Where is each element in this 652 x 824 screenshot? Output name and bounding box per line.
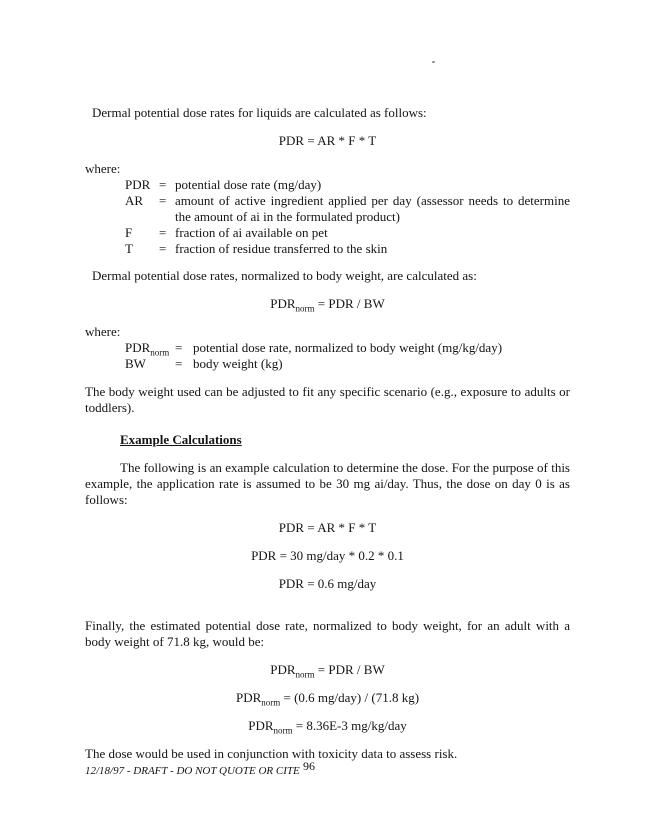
where-label-1: where: xyxy=(85,161,121,176)
formula-subscript: norm xyxy=(295,669,315,680)
example-formula-1: PDR = AR * F * T xyxy=(278,520,377,535)
definition-list-1 xyxy=(125,177,570,257)
intro-normalized-paragraph: Dermal potential dose rates, normalized to body weight, are calculated as: xyxy=(92,268,477,283)
formula-pdr: PDR = AR * F * T xyxy=(278,133,377,148)
definition-symbol: PDR xyxy=(125,177,151,192)
definition-symbol: $PDR_{norm}$ xyxy=(125,340,170,358)
equals-sign: = xyxy=(159,177,167,192)
definition-row xyxy=(125,193,570,225)
definition-row xyxy=(125,225,570,241)
definition-text: body weight (kg) xyxy=(193,356,283,371)
formula-rest: = (0.6 mg/day) / (71.8 kg) xyxy=(280,690,420,705)
final-formula-2 xyxy=(85,690,570,706)
definition-text: potential dose rate (mg/day) xyxy=(175,177,322,192)
definition-symbol: AR xyxy=(125,193,144,208)
intro-liquids-paragraph: Dermal potential dose rates for liquids are calculated as follows: xyxy=(92,105,427,120)
definition-symbol: T xyxy=(125,241,133,256)
example-formula-3: PDR = 0.6 mg/day xyxy=(278,576,377,591)
definition-row xyxy=(125,340,570,356)
body-weight-paragraph: The body weight used can be adjusted to fit any specific scenario (e.g., exposure to adults or toddlers). xyxy=(85,384,570,415)
formula-subscript: norm xyxy=(273,725,293,736)
final-formula-3 xyxy=(85,718,570,734)
definition-row xyxy=(125,356,570,372)
closing-paragraph: The dose would be used in conjunction with toxicity data to assess risk. xyxy=(85,746,458,761)
definition-row xyxy=(125,241,570,257)
example-calculations-heading: Example Calculations xyxy=(120,432,242,447)
equals-sign: = xyxy=(159,193,167,208)
equals-sign: = xyxy=(159,225,167,240)
example-formula-2: PDR = 30 mg/day * 0.2 * 0.1 xyxy=(251,548,404,563)
formula-base: PDR xyxy=(248,718,274,733)
formula-subscript: norm xyxy=(261,697,281,708)
example-intro-paragraph: The following is an example calculation to determine the dose. For the purpose of this example, the application rate is assumed to be 30 mg ai/day. Thus, the dose on day 0 is as follows: xyxy=(85,460,570,507)
page-footer xyxy=(85,759,570,779)
equals-sign: = xyxy=(175,340,183,355)
formula-rest: = PDR / BW xyxy=(314,662,385,677)
definition-symbol: F xyxy=(125,225,133,240)
definition-list-2 xyxy=(125,340,570,372)
definition-text: fraction of residue transferred to the skin xyxy=(175,241,388,256)
definition-text: fraction of ai available on pet xyxy=(175,225,328,240)
formula-rest: = PDR / BW xyxy=(314,296,385,311)
finally-paragraph: Finally, the estimated potential dose rate, normalized to body weight, for an adult with a body weight of 71.8 kg, would be: xyxy=(85,618,570,649)
where-label-2: where: xyxy=(85,324,121,339)
definition-row xyxy=(125,177,570,193)
scan-speck xyxy=(432,61,435,63)
formula-rest: = 8.36E-3 mg/kg/day xyxy=(292,718,407,733)
definition-symbol: BW xyxy=(125,356,146,371)
equals-sign: = xyxy=(159,241,167,256)
formula-pdr-norm xyxy=(85,296,570,312)
definition-text: potential dose rate, normalized to body weight (mg/kg/day) xyxy=(193,340,503,355)
formula-base: PDR xyxy=(270,662,296,677)
page-number: 96 xyxy=(303,759,315,773)
symbol-subscript: norm xyxy=(150,347,170,358)
draft-notice: 12/18/97 - DRAFT - DO NOT QUOTE OR CITE xyxy=(85,765,300,777)
final-formula-1 xyxy=(85,662,570,678)
formula-subscript: norm xyxy=(295,303,315,314)
formula-base: PDR xyxy=(235,690,262,705)
equals-sign: = xyxy=(175,356,183,371)
definition-text: amount of active ingredient applied per day (assessor needs to determine the amount of ai in the formulated product) xyxy=(175,193,570,224)
formula-base: PDR xyxy=(270,296,296,311)
